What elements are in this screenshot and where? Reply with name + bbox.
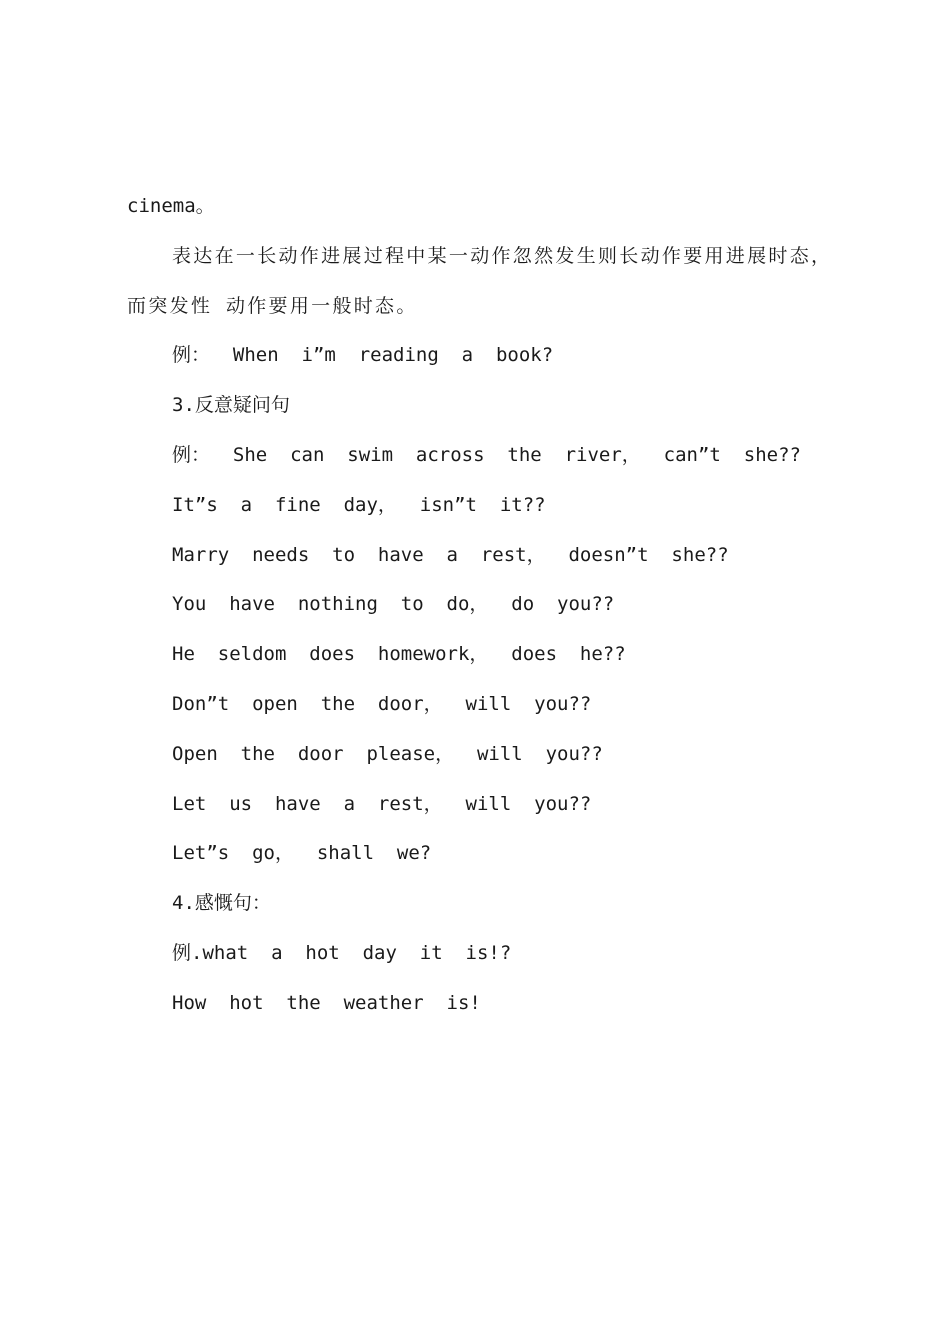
example-line: How hot the weather is! (172, 991, 481, 1014)
example-line: 例： When i”m reading a book? (172, 344, 554, 367)
example-line: He seldom does homework， does he?? (172, 643, 626, 666)
text-line-cinema: cinema。 (127, 195, 215, 217)
example-line: Don”t open the door， will you?? (172, 692, 592, 715)
paragraph-progressive-tense: 表达在一长动作进展过程中某一动作忽然发生则长动作要用进展时态，而突发性 动作要用一般时态。 (127, 244, 833, 317)
section-heading-tag-questions: 3.反意疑问句 (172, 394, 290, 417)
example-line: 例： She can swim across the river， can”t she?? (172, 443, 801, 466)
example-line: Marry needs to have a rest， doesn”t she?? (172, 543, 729, 566)
example-line: Let”s go， shall we? (172, 842, 432, 865)
section-heading-exclamations: 4.感慨句： (172, 892, 271, 915)
example-line: It”s a fine day， isn”t it?? (172, 493, 546, 516)
example-line: Open the door please， will you?? (172, 742, 603, 765)
example-line: You have nothing to do， do you?? (172, 593, 615, 616)
example-line: 例.what a hot day it is!? (172, 941, 512, 964)
document-body (127, 182, 837, 1029)
example-line: Let us have a rest， will you?? (172, 792, 592, 815)
